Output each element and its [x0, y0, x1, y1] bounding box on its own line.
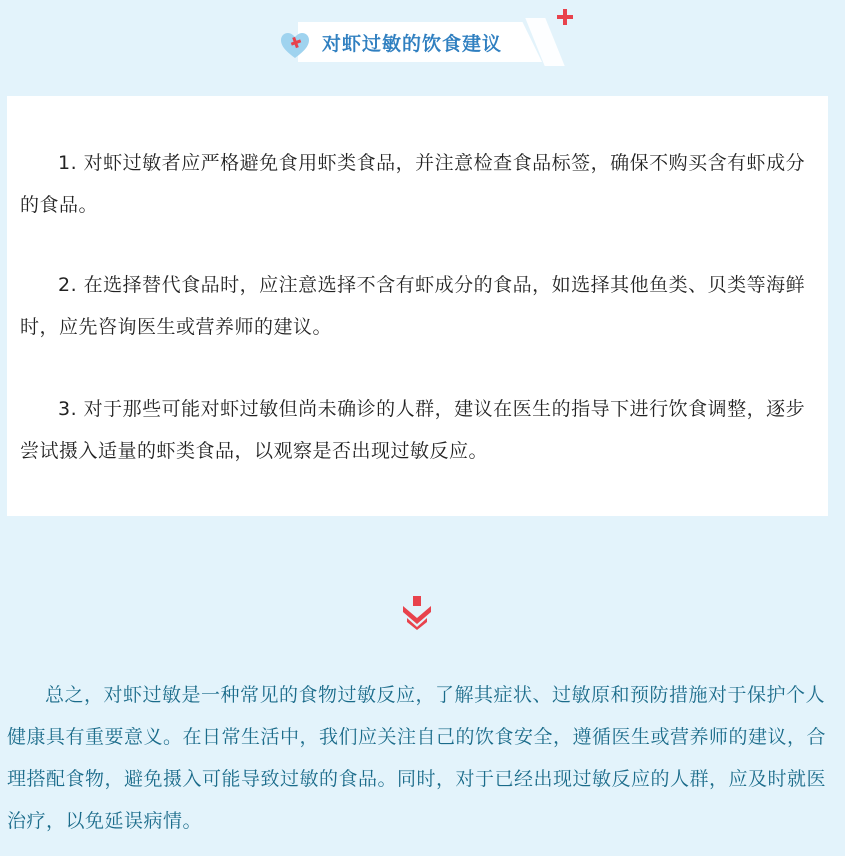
section-title: 对虾过敏的饮食建议 [322, 33, 503, 55]
advice-paragraph-1: 1. 对虾过敏者应严格避免食用虾类食品，并注意检查食品标签，确保不购买含有虾成分的食品。 [20, 152, 806, 216]
heart-plus-icon [280, 32, 310, 60]
advice-paragraph-3: 3. 对于那些可能对虾过敏但尚未确诊的人群，建议在医生的指导下进行饮食调整，逐步尝试摄入适量的虾类食品，以观察是否出现过敏反应。 [20, 398, 806, 462]
summary-paragraph: 总之，对虾过敏是一种常见的食物过敏反应，了解其症状、过敏原和预防措施对于保护个人健康具有重要意义。在日常生活中，我们应关注自己的饮食安全，遵循医生或营养师的建议，合理搭配食物，避免摄入可能导致过敏的食品。同时，对于已经出现过敏反应的人群，应及时就医治疗，以免延误病情。 [7, 684, 827, 832]
advice-paragraph-2: 2. 在选择替代食品时，应注意选择不含有虾成分的食品，如选择其他鱼类、贝类等海鲜时，应先咨询医生或营养师的建议。 [20, 274, 806, 338]
double-chevron-down-icon [399, 596, 435, 630]
advice-card [7, 96, 828, 516]
section-header [280, 14, 580, 70]
plus-icon [556, 8, 574, 26]
